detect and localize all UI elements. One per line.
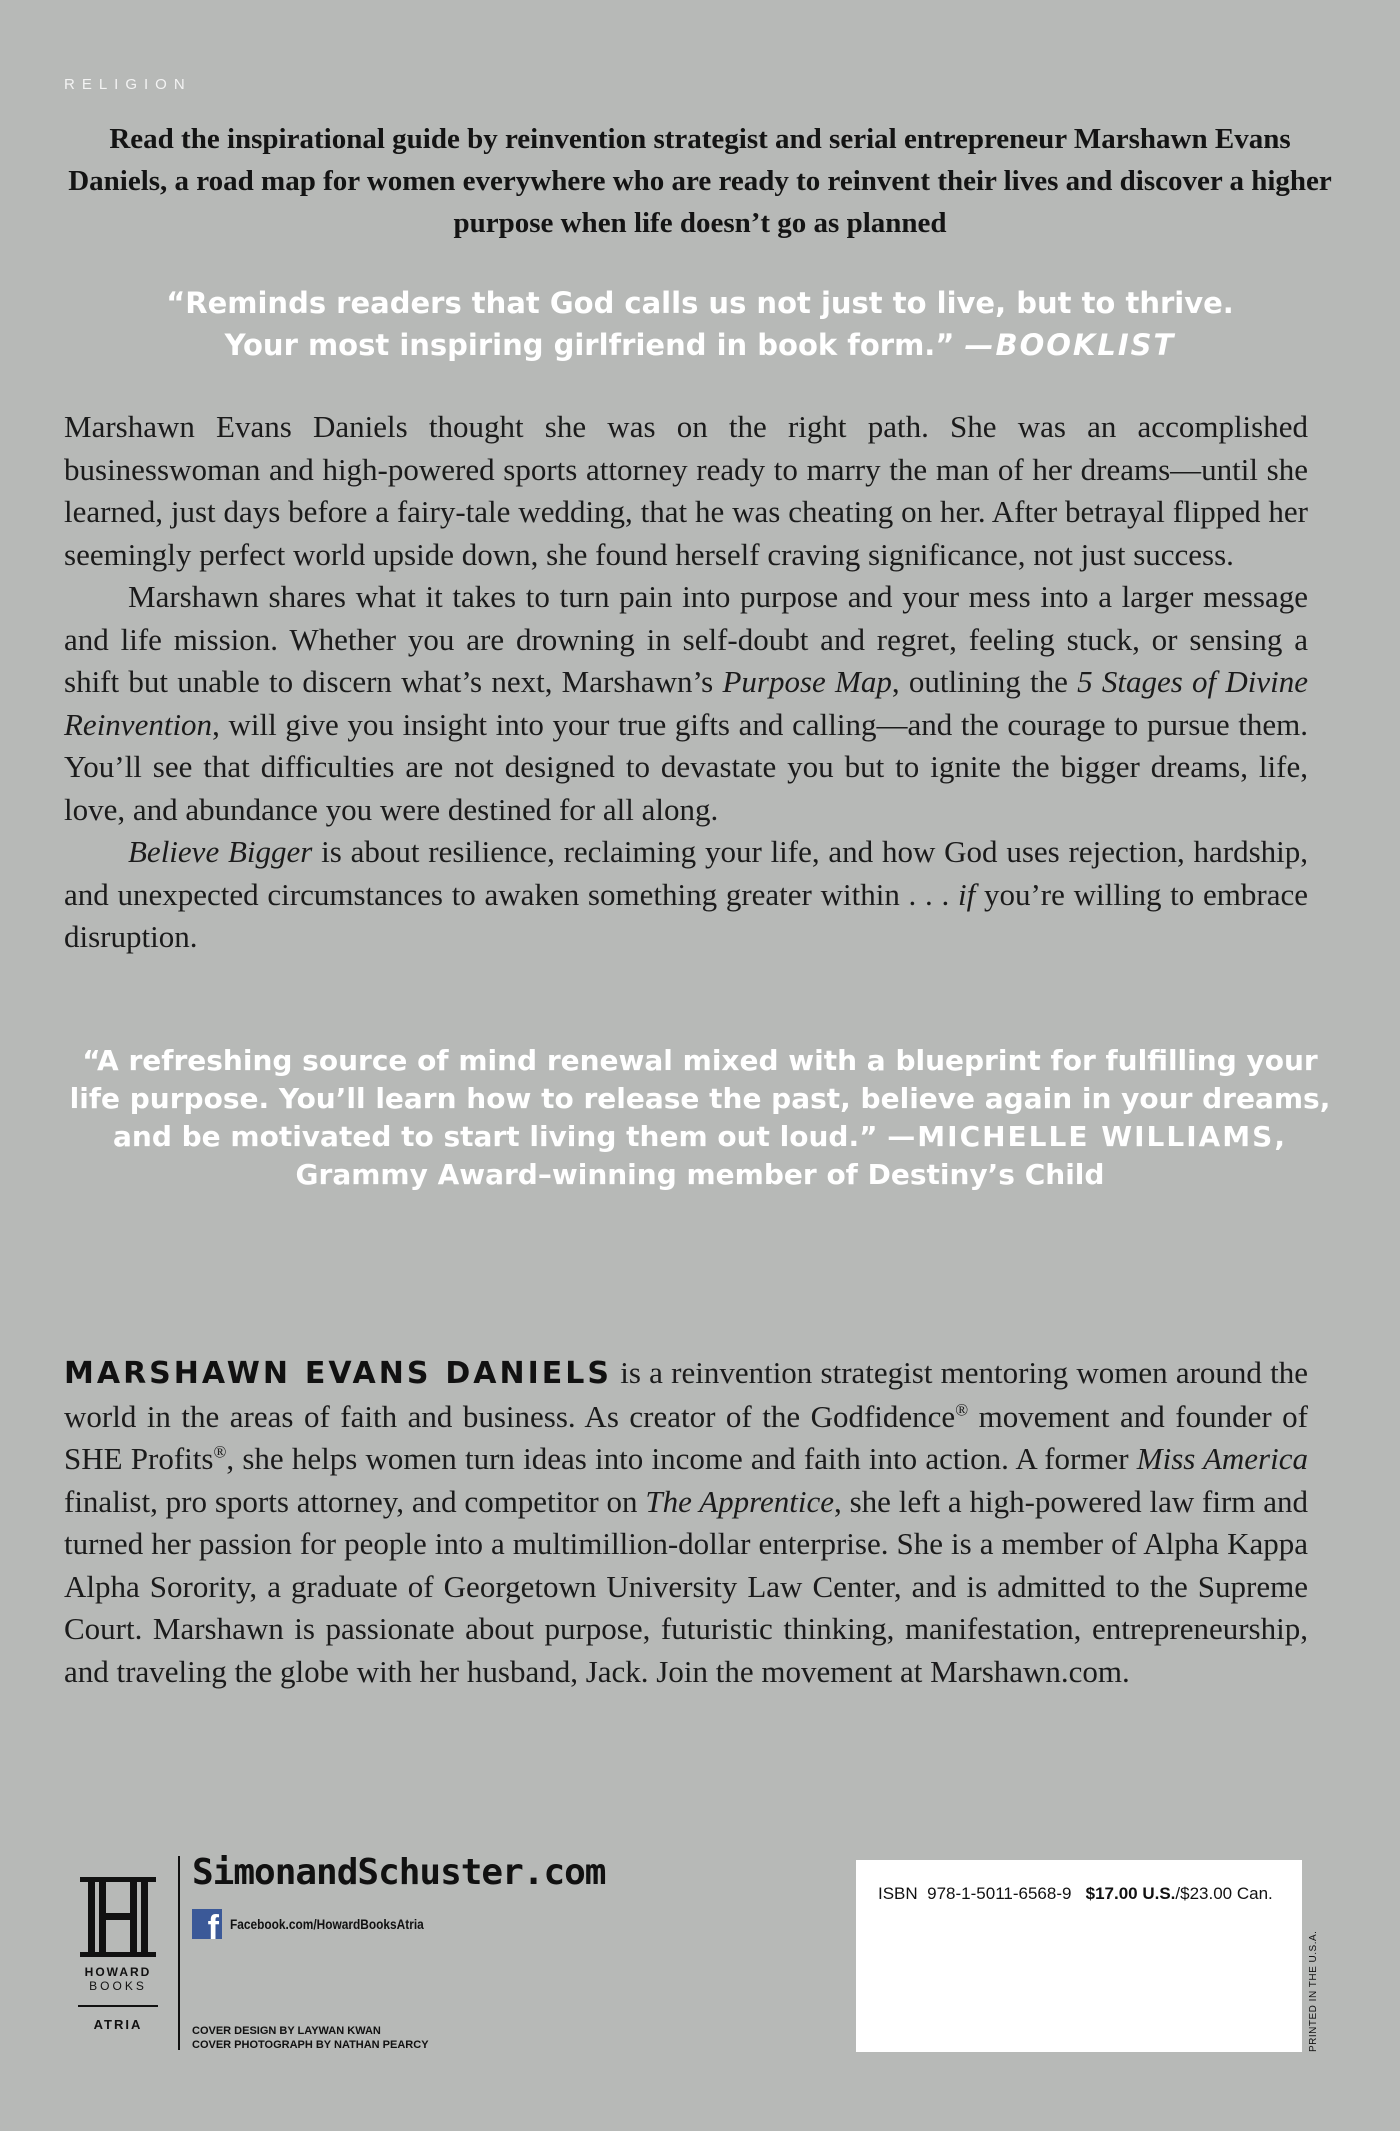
purpose-map-title: Purpose Map (722, 664, 892, 699)
isbn-label: ISBN (878, 1884, 918, 1903)
h-monogram-icon (78, 1875, 158, 1959)
mw-quote-line3: and be motivated to start living them out loud.” —MICHELLE WILLIAMS, (113, 1120, 1287, 1153)
booklist-quote-line1: “Reminds readers that God calls us not just to live, but to thrive. (166, 286, 1234, 320)
author-name: MARSHAWN EVANS DANIELS (64, 1356, 613, 1391)
mw-quote-line4: Grammy Award–winning member of Destiny’s Child (295, 1158, 1105, 1191)
description-paragraph-3: Believe Bigger is about resilience, reclaiming your life, and how God uses rejection, hardship, and unexpected circumstances to awaken something greater within . . . if you’re willing to embrace disruption. (64, 834, 1308, 954)
facebook-url: Facebook.com/HowardBooksAtria (230, 1916, 424, 1932)
isbn-number: 978-1-5011-6568-9 (927, 1884, 1072, 1903)
author-bio: MARSHAWN EVANS DANIELS is a reinvention strategist mentoring women around the world in the areas of faith and business. As creator of the Godfidence® movement and founder of SHE Profits®, she helps women turn ideas into income and faith into action. A former Miss America finalist, pro sports attorney, and competitor on The Apprentice, she left a high-powered law firm and turned her passion for people into a multimillion-dollar enterprise. She is a member of Alpha Kappa Alpha Sorority, a graduate of Georgetown University Law Center, and is admitted to the Supreme Court. Marshawn is passionate about purpose, futuristic thinking, manifestation, entrepreneurship, and traveling the globe with her husband, Jack. Join the movement at Marshawn.com. (64, 1355, 1309, 1689)
five-stages-title: 5 Stages of Divine Reinvention (64, 664, 1309, 742)
price-us: $17.00 U.S. (1085, 1884, 1176, 1903)
cover-photo-credit: COVER PHOTOGRAPH BY NATHAN PEARCY (192, 2039, 429, 2051)
book-description (64, 406, 1308, 959)
michelle-williams-quote (50, 1042, 1350, 1194)
mw-quote-line1: “A refreshing source of mind renewal mixed with a blueprint for fulfilling your (82, 1044, 1318, 1077)
howard-books-logo (70, 1875, 166, 2032)
isbn-price-line (878, 1884, 1273, 1904)
footer-divider (178, 1856, 180, 2050)
description-paragraph-2: Marshawn shares what it takes to turn pain into purpose and your mess into a larger message and life mission. Whether you are drowning in self-doubt and regret, feeling stuck, or sensing a shift but unable to discern what’s next, Marshawn’s Purpose Map, outlining the 5 Stages of Divine Reinvention, will give you insight into your true gifts and calling—and the courage to pursue them. You’ll see that difficulties are not designed to devastate you but to ignite the bigger dreams, life, love, and abundance you were destined for all along. (64, 579, 1309, 827)
imprint-name: ATRIA (93, 2017, 143, 2032)
printed-in-usa: PRINTED IN THE U.S.A. (1308, 1930, 1319, 2052)
category-label: RELIGION (64, 76, 192, 93)
description-paragraph-1: Marshawn Evans Daniels thought she was on the right path. She was an accomplished businesswoman and high-powered sports attorney ready to marry the man of her dreams—until she learned, just days before a fairy-tale wedding, that he was cheating on her. After betrayal flipped her seemingly perfect world upside down, she found herself craving significance, not just success. (64, 409, 1308, 572)
facebook-icon: f (192, 1909, 222, 1939)
mw-quote-source: —MICHELLE WILLIAMS, (887, 1120, 1287, 1153)
intro-summary: Read the inspirational guide by reinvention strategist and serial entrepreneur Marshawn Evans Daniels, a road map for women everywhere who are ready to reinvent their lives and discover a higher purpose when life doesn’t go as planned (68, 123, 1332, 239)
cover-credits (192, 2024, 429, 2052)
facebook-link[interactable] (192, 1908, 458, 1940)
booklist-quote (50, 282, 1350, 366)
publisher-name-line1: HOWARD (84, 1965, 152, 1979)
publisher-website[interactable]: SimonandSchuster.com (192, 1852, 606, 1893)
mw-quote-line2: life purpose. You’ll learn how to release the past, believe again in your dreams, (69, 1082, 1331, 1115)
book-title-ref: Believe Bigger (128, 834, 313, 869)
price-can: /$23.00 Can. (1175, 1884, 1273, 1903)
logo-divider (78, 2005, 158, 2007)
booklist-quote-source: —BOOKLIST (964, 328, 1176, 362)
cover-design-credit: COVER DESIGN BY LAYWAN KWAN (192, 2025, 381, 2037)
publisher-name-line2: BOOKS (89, 1979, 147, 1993)
booklist-quote-line2: Your most inspiring girlfriend in book form.” —BOOKLIST (224, 328, 1176, 362)
barcode-area (856, 1860, 1302, 2052)
